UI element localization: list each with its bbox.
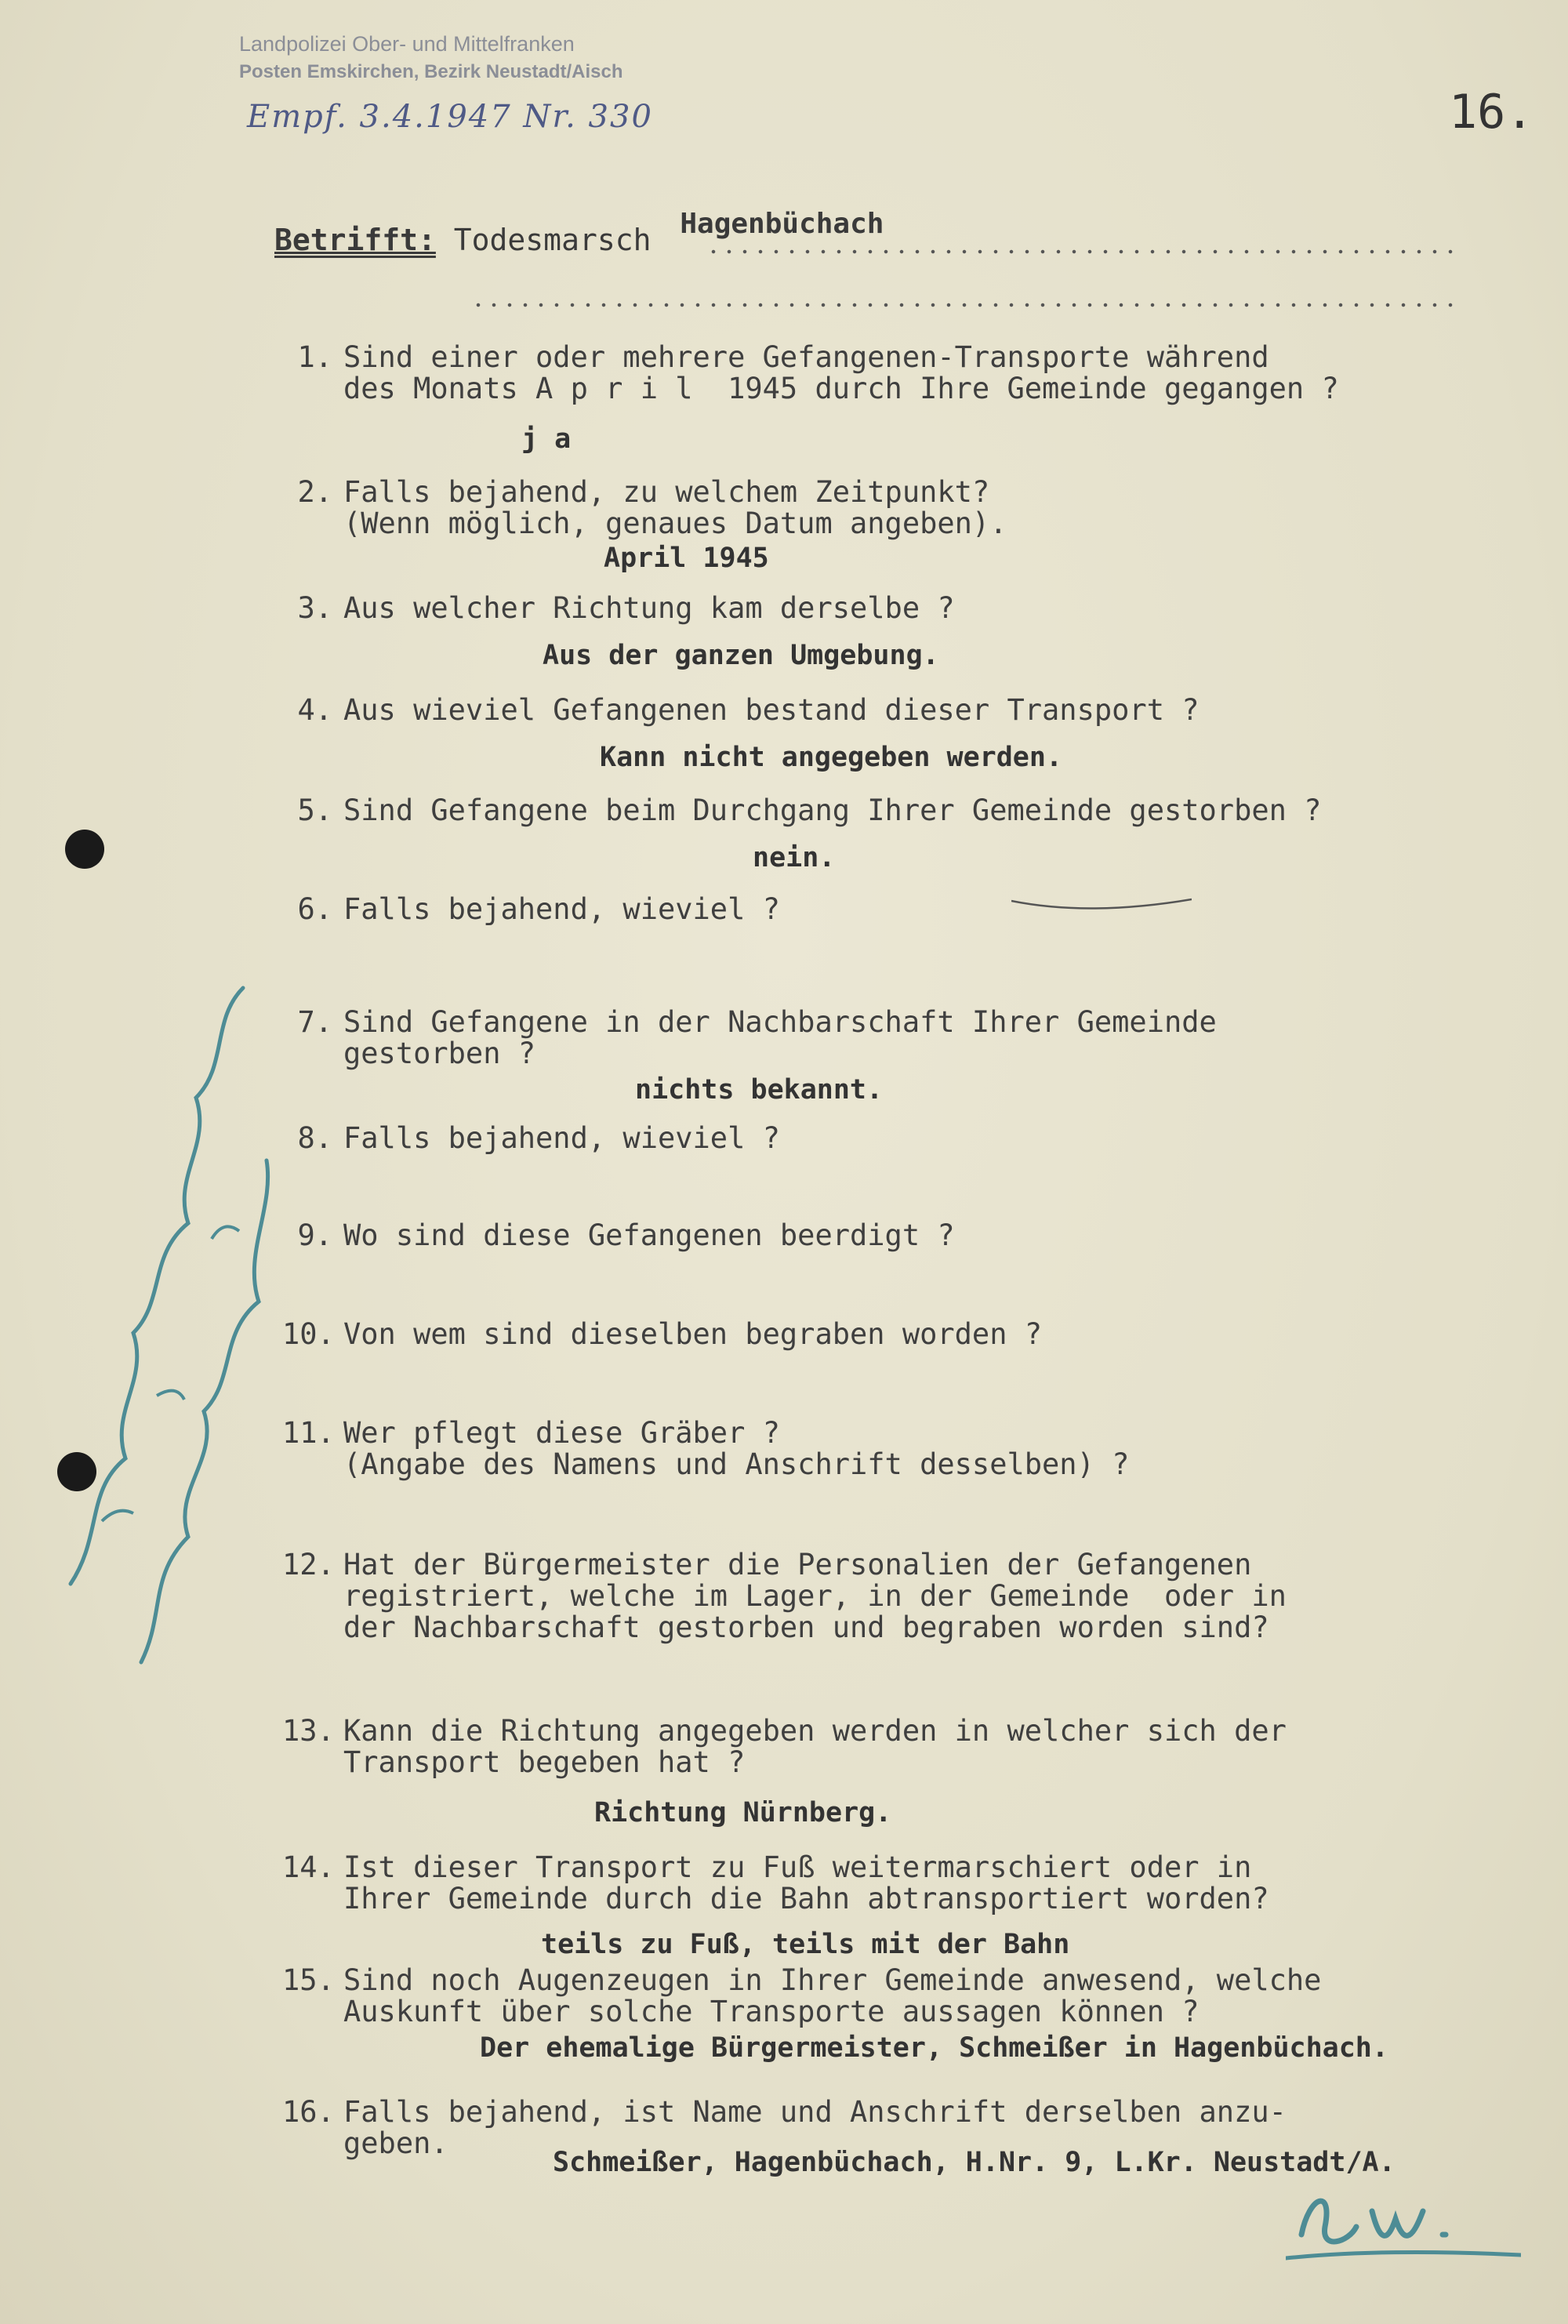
question-7 bbox=[282, 1007, 1505, 1069]
answer-15: Der ehemalige Bürgermeister, Schmeißer in Hagenbüchach. bbox=[480, 2032, 1388, 2064]
question-text: Kann die Richtung angegeben werden in welcher sich der Transport begeben hat ? bbox=[343, 1714, 1287, 1779]
question-text: Falls bejahend, wieviel ? bbox=[343, 892, 780, 926]
question-9 bbox=[282, 1220, 1505, 1251]
question-12 bbox=[282, 1549, 1505, 1643]
answer-14: teils zu Fuß, teils mit der Bahn bbox=[541, 1929, 1070, 1960]
binder-hole-top bbox=[65, 830, 104, 869]
stamp-line-2: Posten Emskirchen, Bezirk Neustadt/Aisch bbox=[239, 61, 623, 82]
question-text: Von wem sind dieselben begraben worden ? bbox=[343, 1317, 1043, 1351]
pencil-stroke bbox=[1011, 890, 1192, 921]
subject-label: Betrifft: bbox=[274, 223, 436, 257]
question-number: 6. bbox=[297, 892, 332, 926]
answer-5: nein. bbox=[753, 842, 836, 873]
question-text: Sind einer oder mehrere Gefangenen-Transporte während des Monats A p r i l 1945 durch Ihre Gemeinde gegangen ? bbox=[343, 340, 1339, 405]
dotted-rule-1 bbox=[706, 249, 1462, 254]
question-text: Aus welcher Richtung kam derselbe ? bbox=[343, 591, 955, 625]
question-text: Sind Gefangene beim Durchgang Ihrer Gemeinde gestorben ? bbox=[343, 793, 1322, 827]
question-number: 10. bbox=[282, 1317, 335, 1351]
question-text: Falls bejahend, wieviel ? bbox=[343, 1121, 780, 1155]
question-text: Wo sind diese Gefangenen beerdigt ? bbox=[343, 1218, 955, 1252]
question-text: Hat der Bürgermeister die Personalien der Gefangenen registriert, welche im Lager, in der Gemeinde oder in der Nachbarschaft gestorben und begraben worden sind? bbox=[343, 1548, 1287, 1644]
question-text: Aus wieviel Gefangenen bestand dieser Transport ? bbox=[343, 693, 1200, 727]
subject-text: Todesmarsch bbox=[453, 223, 652, 257]
page-number: 16. bbox=[1449, 85, 1534, 140]
margin-note-handwriting bbox=[55, 910, 290, 1694]
police-stamp bbox=[239, 30, 710, 86]
question-11 bbox=[282, 1418, 1505, 1480]
question-15 bbox=[282, 1965, 1505, 2028]
answer-13: Richtung Nürnberg. bbox=[594, 1797, 892, 1828]
answer-2: April 1945 bbox=[604, 543, 769, 574]
question-5 bbox=[282, 795, 1505, 826]
question-text: Ist dieser Transport zu Fuß weitermarschiert oder in Ihrer Gemeinde durch die Bahn abtransportiert worden? bbox=[343, 1850, 1269, 1915]
question-4 bbox=[282, 695, 1505, 726]
answer-1: j a bbox=[521, 423, 572, 455]
question-number: 12. bbox=[282, 1548, 335, 1581]
question-14 bbox=[282, 1852, 1505, 1915]
question-13 bbox=[282, 1716, 1505, 1778]
dotted-rule-2 bbox=[470, 303, 1462, 307]
question-10 bbox=[282, 1319, 1505, 1350]
question-number: 9. bbox=[297, 1218, 332, 1252]
stamp-line-1: Landpolizei Ober- und Mittelfranken bbox=[239, 32, 575, 56]
answer-4: Kann nicht angegeben werden. bbox=[600, 742, 1063, 773]
question-number: 3. bbox=[297, 591, 332, 625]
signature-handwriting bbox=[1286, 2180, 1521, 2266]
question-text: Sind Gefangene in der Nachbarschaft Ihrer Gemeinde gestorben ? bbox=[343, 1005, 1217, 1070]
question-number: 4. bbox=[297, 693, 332, 727]
answer-16: Schmeißer, Hagenbüchach, H.Nr. 9, L.Kr. Neustadt/A. bbox=[553, 2147, 1396, 2178]
question-text: Falls bejahend, zu welchem Zeitpunkt? (Wenn möglich, genaues Datum angeben). bbox=[343, 475, 1007, 540]
question-number: 14. bbox=[282, 1850, 335, 1884]
answer-7: nichts bekannt. bbox=[635, 1074, 884, 1106]
question-number: 8. bbox=[297, 1121, 332, 1155]
question-3 bbox=[282, 593, 1505, 624]
question-8 bbox=[282, 1123, 1505, 1154]
question-number: 15. bbox=[282, 1963, 335, 1997]
question-number: 11. bbox=[282, 1416, 335, 1450]
question-6 bbox=[282, 894, 1505, 925]
question-number: 5. bbox=[297, 793, 332, 827]
question-text: Sind noch Augenzeugen in Ihrer Gemeinde anwesend, welche Auskunft über solche Transporte aussagen können ? bbox=[343, 1963, 1322, 2028]
question-1 bbox=[282, 342, 1505, 405]
answer-3: Aus der ganzen Umgebung. bbox=[543, 640, 939, 671]
question-number: 2. bbox=[297, 475, 332, 509]
question-number: 1. bbox=[297, 340, 332, 374]
received-note: Empf. 3.4.1947 Nr. 330 bbox=[247, 99, 653, 135]
question-number: 7. bbox=[297, 1005, 332, 1039]
question-number: 16. bbox=[282, 2095, 335, 2129]
subject-place: Hagenbüchach bbox=[680, 208, 884, 240]
question-text: Falls bejahend, ist Name und Anschrift derselben anzu- geben. bbox=[343, 2095, 1287, 2160]
question-2 bbox=[282, 477, 1505, 539]
question-text: Wer pflegt diese Gräber ? (Angabe des Namens und Anschrift desselben) ? bbox=[343, 1416, 1130, 1481]
question-number: 13. bbox=[282, 1714, 335, 1748]
